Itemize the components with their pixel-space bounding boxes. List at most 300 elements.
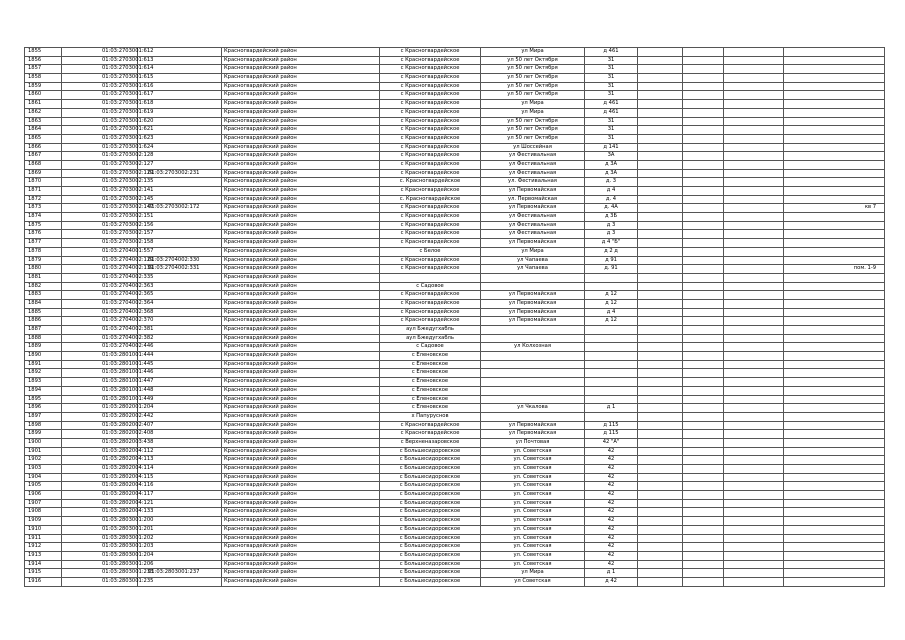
apartment-cell — [784, 343, 885, 352]
settlement-cell: с Красногвардейское — [380, 430, 481, 439]
extra-cell-2 — [683, 525, 724, 534]
extra-cell-1 — [638, 499, 683, 508]
table-row — [25, 421, 885, 430]
extra-cell-3 — [724, 273, 784, 282]
settlement-cell: с Большесидоровское — [380, 569, 481, 578]
extra-cell-1 — [638, 91, 683, 100]
cadastral-number-cell: 01:03:2703002:156 — [62, 221, 138, 230]
apartment-cell — [784, 360, 885, 369]
street-cell: ул Первомайская — [481, 421, 585, 430]
street-cell: ул. Советская — [481, 447, 585, 456]
extra-cell-2 — [683, 386, 724, 395]
cadastral-number-cell: 01:03:2802002:408 — [62, 430, 138, 439]
extra-cell-1 — [638, 169, 683, 178]
row-number-cell: 1903 — [25, 465, 62, 474]
extra-cell-3 — [724, 204, 784, 213]
cadastral-number-cell: 01:03:2803001:233 — [62, 569, 138, 578]
extra-cell-2 — [683, 82, 724, 91]
cadastral-number-cell: 01:03:2803001:203 — [62, 543, 138, 552]
row-number-cell: 1860 — [25, 91, 62, 100]
district-cell: Красногвардейский район — [222, 100, 380, 109]
settlement-cell: с Большесидоровское — [380, 473, 481, 482]
extra-cell-2 — [683, 447, 724, 456]
district-cell: Красногвардейский район — [222, 134, 380, 143]
house-cell: 42 — [585, 456, 638, 465]
apartment-cell — [784, 421, 885, 430]
apartment-cell — [784, 91, 885, 100]
extra-cell-2 — [683, 247, 724, 256]
settlement-cell: с Красногвардейское — [380, 134, 481, 143]
apartment-cell — [784, 412, 885, 421]
street-cell — [481, 334, 585, 343]
table-row — [25, 508, 885, 517]
extra-cell-1 — [638, 352, 683, 361]
row-number-cell: 1898 — [25, 421, 62, 430]
table-row — [25, 291, 885, 300]
apartment-cell — [784, 525, 885, 534]
extra-cell-1 — [638, 395, 683, 404]
street-cell: ул Первомайская — [481, 430, 585, 439]
extra-cell-3 — [724, 534, 784, 543]
extra-cell-1 — [638, 421, 683, 430]
street-cell: ул. Советская — [481, 551, 585, 560]
extra-cell-3 — [724, 195, 784, 204]
apartment-cell — [784, 317, 885, 326]
house-cell: д. 91 — [585, 265, 638, 274]
settlement-cell: с Большесидоровское — [380, 482, 481, 491]
district-cell: Красногвардейский район — [222, 56, 380, 65]
extra-cell-3 — [724, 169, 784, 178]
house-cell — [585, 273, 638, 282]
district-cell: Красногвардейский район — [222, 65, 380, 74]
extra-cell-1 — [638, 152, 683, 161]
extra-cell-3 — [724, 577, 784, 586]
cadastral-number-cell: 01:03:2703001:623 — [62, 134, 138, 143]
row-number-cell: 1908 — [25, 508, 62, 517]
extra-cell-1 — [638, 577, 683, 586]
row-number-cell: 1901 — [25, 447, 62, 456]
street-cell: ул Чкалова — [481, 404, 585, 413]
apartment-cell — [784, 326, 885, 335]
settlement-cell: с Красногвардейское — [380, 56, 481, 65]
apartment-cell — [784, 577, 885, 586]
district-cell: Красногвардейский район — [222, 569, 380, 578]
table-row — [25, 534, 885, 543]
street-cell: ул Фестивальная — [481, 230, 585, 239]
house-cell: д 4 "Б" — [585, 239, 638, 248]
extra-cell-3 — [724, 265, 784, 274]
house-cell: 42 — [585, 543, 638, 552]
extra-cell-2 — [683, 134, 724, 143]
row-number-cell: 1865 — [25, 134, 62, 143]
district-cell: Красногвардейский район — [222, 256, 380, 265]
district-cell: Красногвардейский район — [222, 178, 380, 187]
extra-cell-3 — [724, 152, 784, 161]
street-cell: ул 50 лет Октября — [481, 82, 585, 91]
district-cell: Красногвардейский район — [222, 221, 380, 230]
district-cell: Красногвардейский район — [222, 491, 380, 500]
district-cell: Красногвардейский район — [222, 334, 380, 343]
district-cell: Красногвардейский район — [222, 82, 380, 91]
settlement-cell: с Красногвардейское — [380, 143, 481, 152]
apartment-cell — [784, 517, 885, 526]
cadastral-number-cell: 01:03:2704002:365 — [62, 291, 138, 300]
extra-cell-2 — [683, 126, 724, 135]
house-cell: 42 — [585, 525, 638, 534]
settlement-cell: с Большесидоровское — [380, 525, 481, 534]
extra-cell-2 — [683, 430, 724, 439]
house-cell — [585, 360, 638, 369]
cadastral-number-cell: 01:03:2704002:139 — [62, 265, 138, 274]
table-row — [25, 569, 885, 578]
district-cell: Красногвардейский район — [222, 378, 380, 387]
settlement-cell: с Белое — [380, 247, 481, 256]
house-cell: д 461 — [585, 100, 638, 109]
street-cell — [481, 395, 585, 404]
extra-cell-2 — [683, 412, 724, 421]
house-cell: д 115 — [585, 421, 638, 430]
street-cell: ул. Советская — [481, 508, 585, 517]
district-cell: Красногвардейский район — [222, 412, 380, 421]
settlement-cell: с Красногвардейское — [380, 421, 481, 430]
extra-cell-3 — [724, 282, 784, 291]
street-cell: ул. Советская — [481, 543, 585, 552]
district-cell: Красногвардейский район — [222, 204, 380, 213]
table-row — [25, 82, 885, 91]
house-cell: д. 4 — [585, 195, 638, 204]
row-number-cell: 1873 — [25, 204, 62, 213]
extra-cell-1 — [638, 221, 683, 230]
extra-cell-1 — [638, 465, 683, 474]
settlement-cell: с Красногвардейское — [380, 82, 481, 91]
extra-cell-2 — [683, 291, 724, 300]
extra-cell-2 — [683, 378, 724, 387]
apartment-cell — [784, 308, 885, 317]
row-number-cell: 1892 — [25, 369, 62, 378]
extra-cell-3 — [724, 213, 784, 222]
settlement-cell: с Большесидоровское — [380, 456, 481, 465]
table-row — [25, 395, 885, 404]
extra-cell-1 — [638, 273, 683, 282]
extra-cell-1 — [638, 195, 683, 204]
house-cell — [585, 395, 638, 404]
extra-cell-3 — [724, 100, 784, 109]
cadastral-number-cell: 01:03:2801001:446 — [62, 369, 138, 378]
table-row — [25, 152, 885, 161]
extra-cell-3 — [724, 482, 784, 491]
extra-cell-1 — [638, 56, 683, 65]
street-cell: ул. Советская — [481, 465, 585, 474]
extra-cell-2 — [683, 560, 724, 569]
street-cell: ул. Советская — [481, 473, 585, 482]
table-row — [25, 195, 885, 204]
extra-cell-3 — [724, 404, 784, 413]
settlement-cell: с Красногвардейское — [380, 74, 481, 83]
extra-cell-2 — [683, 187, 724, 196]
table-row — [25, 438, 885, 447]
extra-cell-2 — [683, 65, 724, 74]
house-cell: д 2 д — [585, 247, 638, 256]
extra-cell-1 — [638, 317, 683, 326]
extra-cell-1 — [638, 230, 683, 239]
table-row — [25, 273, 885, 282]
street-cell: ул 50 лет Октября — [481, 126, 585, 135]
apartment-cell — [784, 447, 885, 456]
cadastral-number-cell: 01:03:2704002:368 — [62, 308, 138, 317]
cadastral-number-cell: 01:03:2801001:448 — [62, 386, 138, 395]
house-cell: д 141 — [585, 143, 638, 152]
row-number-cell: 1856 — [25, 56, 62, 65]
row-number-cell: 1869 — [25, 169, 62, 178]
settlement-cell: аул Бжедугхабль — [380, 326, 481, 335]
cadastral-number-cell: 01:03:2703001:624 — [62, 143, 138, 152]
house-cell: д 3А — [585, 169, 638, 178]
extra-cell-1 — [638, 569, 683, 578]
extra-cell-2 — [683, 456, 724, 465]
extra-cell-2 — [683, 317, 724, 326]
extra-cell-1 — [638, 282, 683, 291]
extra-cell-1 — [638, 247, 683, 256]
settlement-cell: с Красногвардейское — [380, 291, 481, 300]
extra-cell-1 — [638, 143, 683, 152]
district-cell: Красногвардейский район — [222, 404, 380, 413]
row-number-cell: 1907 — [25, 499, 62, 508]
extra-cell-1 — [638, 299, 683, 308]
district-cell: Красногвардейский район — [222, 169, 380, 178]
cadastral-number-cell: 01:03:2703001:620 — [62, 117, 138, 126]
extra-cell-3 — [724, 456, 784, 465]
settlement-cell: х Папуруснов — [380, 412, 481, 421]
cadastral-number-cell: 01:03:2703001:618 — [62, 100, 138, 109]
house-cell: 31 — [585, 82, 638, 91]
street-cell: ул Первомайская — [481, 239, 585, 248]
table-row — [25, 456, 885, 465]
extra-cell-1 — [638, 534, 683, 543]
extra-cell-1 — [638, 117, 683, 126]
cadastral-number-cell: 01:03:2802004:115 — [62, 473, 138, 482]
street-cell — [481, 352, 585, 361]
row-number-cell: 1890 — [25, 352, 62, 361]
extra-cell-1 — [638, 508, 683, 517]
extra-cell-2 — [683, 91, 724, 100]
extra-cell-3 — [724, 299, 784, 308]
row-number-cell: 1870 — [25, 178, 62, 187]
extra-cell-1 — [638, 517, 683, 526]
house-cell: д 4 — [585, 308, 638, 317]
cadastral-number-cell: 01:03:2703002:135 — [62, 178, 138, 187]
house-cell: 42 — [585, 482, 638, 491]
table-row — [25, 178, 885, 187]
extra-cell-2 — [683, 404, 724, 413]
settlement-cell: с Красногвардейское — [380, 117, 481, 126]
extra-cell-3 — [724, 56, 784, 65]
extra-cell-3 — [724, 239, 784, 248]
cadastral-number-cell: 01:03:2704002:129 — [62, 256, 138, 265]
extra-cell-1 — [638, 65, 683, 74]
table-row — [25, 369, 885, 378]
row-number-cell: 1859 — [25, 82, 62, 91]
cadastral-number-cell: 01:03:2802003:438 — [62, 438, 138, 447]
settlement-cell: с Большесидоровское — [380, 491, 481, 500]
settlement-cell: с Красногвардейское — [380, 213, 481, 222]
cadastral-number-cell: 01:03:2703002:128 — [62, 152, 138, 161]
house-cell: д 91 — [585, 256, 638, 265]
apartment-cell — [784, 291, 885, 300]
district-cell: Красногвардейский район — [222, 152, 380, 161]
house-cell: 42 — [585, 447, 638, 456]
extra-cell-2 — [683, 334, 724, 343]
table-row — [25, 473, 885, 482]
extra-cell-3 — [724, 360, 784, 369]
row-number-cell: 1864 — [25, 126, 62, 135]
extra-cell-1 — [638, 378, 683, 387]
district-cell: Красногвардейский район — [222, 230, 380, 239]
table-row — [25, 230, 885, 239]
table-row — [25, 430, 885, 439]
district-cell: Красногвардейский район — [222, 430, 380, 439]
extra-cell-2 — [683, 74, 724, 83]
table-row — [25, 317, 885, 326]
house-cell: 42 — [585, 534, 638, 543]
apartment-cell — [784, 299, 885, 308]
extra-cell-1 — [638, 404, 683, 413]
cadastral-number-cell: 01:03:2703001:613 — [62, 56, 138, 65]
house-cell: д 3А — [585, 160, 638, 169]
cadastral-number-cell: 01:03:2802002:407 — [62, 421, 138, 430]
table-row — [25, 100, 885, 109]
table-row — [25, 577, 885, 586]
table-row — [25, 265, 885, 274]
row-number-cell: 1896 — [25, 404, 62, 413]
extra-cell-2 — [683, 343, 724, 352]
house-cell: 42 — [585, 491, 638, 500]
district-cell: Красногвардейский район — [222, 74, 380, 83]
settlement-cell: с Красногвардейское — [380, 221, 481, 230]
table-row — [25, 282, 885, 291]
extra-cell-2 — [683, 421, 724, 430]
apartment-cell — [784, 438, 885, 447]
settlement-cell: с Большесидоровское — [380, 508, 481, 517]
extra-cell-2 — [683, 499, 724, 508]
apartment-cell — [784, 108, 885, 117]
extra-cell-1 — [638, 213, 683, 222]
district-cell: Красногвардейский район — [222, 560, 380, 569]
house-cell: д 1 — [585, 404, 638, 413]
house-cell — [585, 386, 638, 395]
extra-cell-3 — [724, 369, 784, 378]
row-number-cell: 1871 — [25, 187, 62, 196]
street-cell: ул Фестивальная — [481, 213, 585, 222]
street-cell: ул. Советская — [481, 499, 585, 508]
extra-cell-2 — [683, 465, 724, 474]
street-cell: ул 50 лет Октября — [481, 134, 585, 143]
row-number-cell: 1906 — [25, 491, 62, 500]
row-number-cell: 1893 — [25, 378, 62, 387]
extra-cell-3 — [724, 430, 784, 439]
table-row — [25, 326, 885, 335]
district-cell: Красногвардейский район — [222, 91, 380, 100]
extra-cell-2 — [683, 473, 724, 482]
district-cell: Красногвардейский район — [222, 543, 380, 552]
extra-cell-1 — [638, 334, 683, 343]
district-cell: Красногвардейский район — [222, 160, 380, 169]
table-row — [25, 239, 885, 248]
row-number-cell: 1858 — [25, 74, 62, 83]
row-number-cell: 1888 — [25, 334, 62, 343]
settlement-cell: с Еленовское — [380, 360, 481, 369]
table-row — [25, 256, 885, 265]
district-cell: Красногвардейский район — [222, 525, 380, 534]
apartment-cell — [784, 134, 885, 143]
settlement-cell: с Красногвардейское — [380, 169, 481, 178]
apartment-cell — [784, 551, 885, 560]
extra-cell-3 — [724, 395, 784, 404]
extra-cell-3 — [724, 308, 784, 317]
settlement-cell: с Большесидоровское — [380, 551, 481, 560]
row-number-cell: 1866 — [25, 143, 62, 152]
house-cell: д 461 — [585, 108, 638, 117]
cadastral-number-cell: 01:03:2703002:157 — [62, 230, 138, 239]
extra-cell-2 — [683, 204, 724, 213]
extra-cell-1 — [638, 82, 683, 91]
street-cell: ул Первомайская — [481, 317, 585, 326]
table-row — [25, 299, 885, 308]
row-number-cell: 1876 — [25, 230, 62, 239]
extra-cell-2 — [683, 577, 724, 586]
apartment-cell — [784, 100, 885, 109]
district-cell: Красногвардейский район — [222, 213, 380, 222]
extra-cell-2 — [683, 517, 724, 526]
district-cell: Красногвардейский район — [222, 308, 380, 317]
table-row — [25, 412, 885, 421]
street-cell: ул Фестивальная — [481, 160, 585, 169]
street-cell — [481, 412, 585, 421]
row-number-cell: 1895 — [25, 395, 62, 404]
extra-cell-2 — [683, 56, 724, 65]
apartment-cell — [784, 499, 885, 508]
extra-cell-3 — [724, 48, 784, 57]
row-number-cell: 1912 — [25, 543, 62, 552]
row-number-cell: 1887 — [25, 326, 62, 335]
row-number-cell: 1891 — [25, 360, 62, 369]
extra-cell-3 — [724, 91, 784, 100]
extra-cell-2 — [683, 395, 724, 404]
extra-cell-1 — [638, 447, 683, 456]
house-cell: д. 4А — [585, 204, 638, 213]
table-row — [25, 334, 885, 343]
extra-cell-3 — [724, 82, 784, 91]
apartment-cell — [784, 213, 885, 222]
settlement-cell: с Садовое — [380, 282, 481, 291]
extra-cell-3 — [724, 560, 784, 569]
extra-cell-3 — [724, 160, 784, 169]
settlement-cell: с Еленовское — [380, 395, 481, 404]
house-cell — [585, 412, 638, 421]
street-cell — [481, 326, 585, 335]
table-row — [25, 91, 885, 100]
house-cell: д 42 — [585, 577, 638, 586]
table-row — [25, 447, 885, 456]
cadastral-number-cell: 01:03:2704002:382 — [62, 334, 138, 343]
cadastral-number-cell: 01:03:2704002:363 — [62, 282, 138, 291]
extra-cell-1 — [638, 560, 683, 569]
extra-cell-1 — [638, 256, 683, 265]
cadastral-number-cell: 01:03:2703001:614 — [62, 65, 138, 74]
settlement-cell: с Большесидоровское — [380, 577, 481, 586]
street-cell: ул. Советская — [481, 491, 585, 500]
apartment-cell — [784, 74, 885, 83]
apartment-cell — [784, 386, 885, 395]
